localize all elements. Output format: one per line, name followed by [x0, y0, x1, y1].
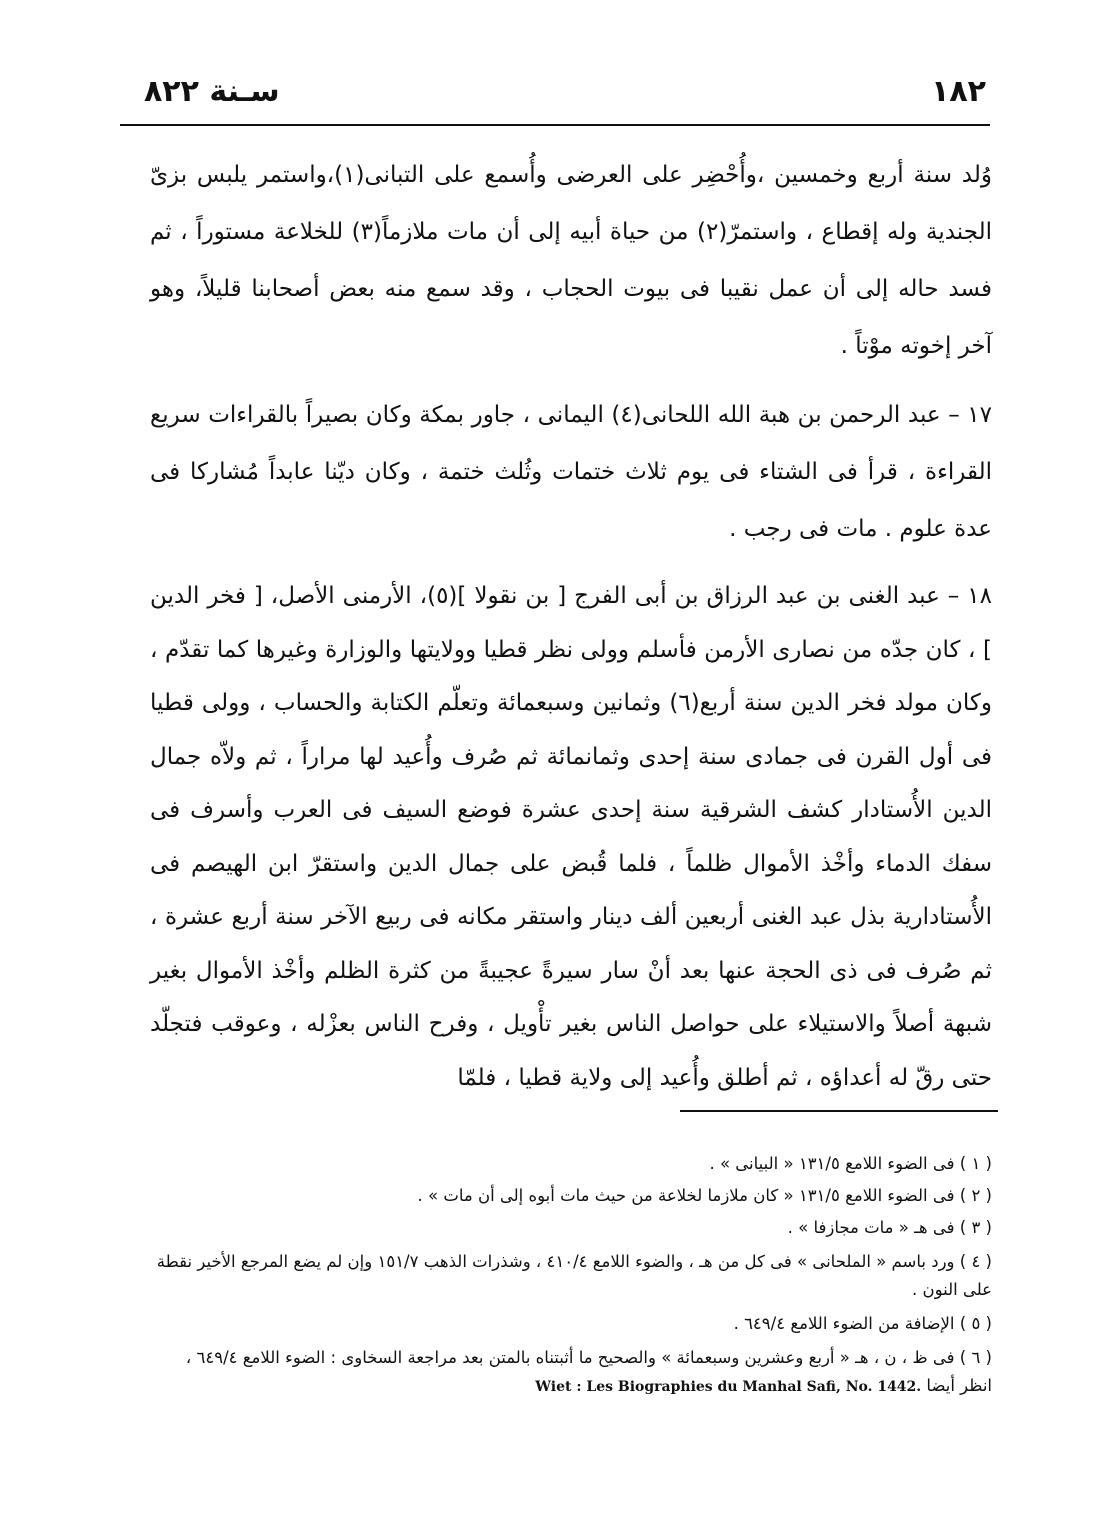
paragraph-text: ١٨ – عبد الغنى بن عبد الرزاق بن أبى الفرج [ بن نقولا ](٥)، الأرمنى الأصل، [ فخر الدين ] ، كان جدّه من نصارى الأرمن فأسلم وولى نظر قطيا وولايتها والوزارة وغيرها كما تقدّم ، وكان مولد فخر الدين سنة أربع(٦) وثمانين وسبعمائة وتعلّم الكتابة والحساب ، وولى قطيا فى أول القرن فى جمادى سنة إحدى وثمانمائة ثم صُرف وأُعيد لها مراراً ، ثم ولاّه جمال الدين الأُستادار كشف الشرقية سنة إحدى عشرة فوضع السيف فى العرب وأسرف فى سفك الدماء وأخْذ الأموال ظلماً ، فلما قُبض على جمال الدين واستقرّ ابن الهيصم فى الأُستادارية بذل عبد الغنى أربعين ألف دينار واستقر مكانه فى ربيع الآخر سنة أربع عشرة ، ثم صُرف فى ذى الحجة عنها بعد أنْ سار سيرةً عجيبةً من كثرة الظلم وأخْذ الأموال بغير شبهة أصلاً والاستيلاء على حواصل الناس بغير تأْويل ، وفرح الناس بعزْله ، وعوقب فتجلّد حتى رقّ له أعداؤه ، ثم أطلق وأُعيد إلى ولاية قطيا ، فلمّا — [150, 583, 992, 1091]
footnote-2: ( ٢ ) فى الضوء اللامع ١٣١/٥ « كان ملازما لخلاعة من حيث مات أبوه إلى أن مات » . — [417, 1186, 992, 1205]
paragraph-entry-17 — [150, 387, 992, 558]
footnote-5: ( ٥ ) الإضافة من الضوء اللامع ٦٤٩/٤ . — [733, 1314, 992, 1333]
page-number: ١٨٢ — [931, 74, 986, 109]
footnote-separator — [680, 1110, 998, 1112]
footnote-1: ( ١ ) فى الضوء اللامع ١٣١/٥ « البيانى » . — [709, 1154, 992, 1173]
footnote-6-text: ( ٦ ) فى ظ ، ن ، هـ « أربع وعشرين وسبعمائة » والصحيح ما أثبتناه بالمتن بعد مراجعة السخاوى : الضوء اللامع ٦٤٩/٤ ، انظر أيضا — [185, 1348, 992, 1395]
running-head-year: سـنة ٨٢٢ — [144, 74, 280, 109]
footnotes — [150, 1148, 992, 1405]
footnote-6-latin-reference: Wiet : Les Biographies du Manhal Safi, No. 1442. — [535, 1379, 922, 1395]
paragraph-entry-18 — [150, 570, 992, 1105]
footnote-4: ( ٤ ) ورد باسم « الملحانى » فى كل من هـ ، والضوء اللامع ٤١٠/٤ ، وشذرات الذهب ١٥١/٧ وإن لم يضع المرجع الأخير نقطة على النون . — [156, 1252, 992, 1299]
paragraph-text: ١٧ – عبد الرحمن بن هبة الله اللحانى(٤) اليمانى ، جاور بمكة وكان بصيراً بالقراءات سريع القراءة ، قرأ فى الشتاء فى يوم ثلاث ختمات وثُلث ختمة ، وكان ديّنا عابداً مُشاركا فى عدة علوم . مات فى رجب . — [150, 402, 993, 542]
page-header — [120, 68, 990, 126]
footnote-6 — [150, 1340, 992, 1405]
paragraph-text: وُلد سنة أربع وخمسين ،وأُحْضِر على العرضى وأُسمع على التبانى(١)،واستمر يلبس بزىّ الجندية وله إقطاع ، واستمرّ(٢) من حياة أبيه إلى أن مات ملازماً(٣) للخلاعة مستوراً ، ثم فسد حاله إلى أن عمل نقيبا فى بيوت الحجاب ، وقد سمع منه بعض أصحابنا قليلاً، وهو آخر إخوته موْتاً . — [150, 162, 992, 359]
footnote-3: ( ٣ ) فى هـ « مات مجازفا » . — [787, 1218, 992, 1237]
paragraph-biography-continuation — [150, 147, 992, 375]
